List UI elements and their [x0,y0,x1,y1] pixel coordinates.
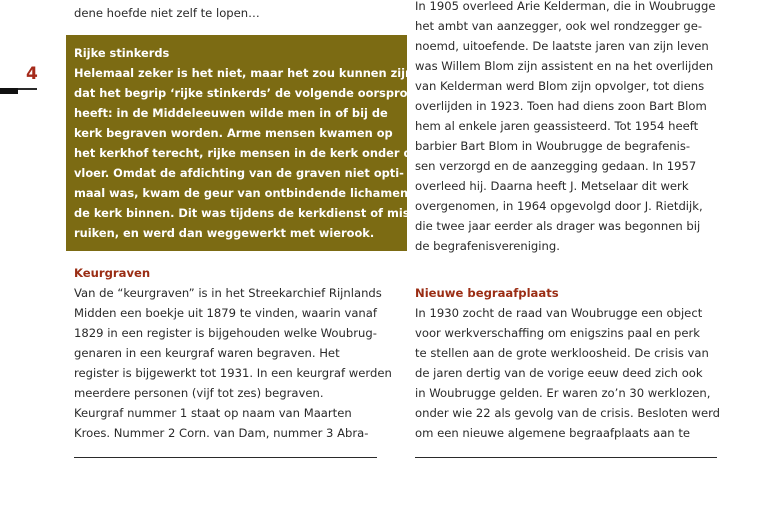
box-content [74,43,427,243]
body-line: In 1905 overleed Arie Kelderman, die in Woubrugge [415,0,716,13]
body-line: die twee jaar eerder als drager was begonnen bij [415,219,701,233]
box-line: vloer. Omdat de afdichting van de graven niet opti- [74,166,404,180]
body-line: in Woubrugge gelden. Er waren zo’n 30 werklozen, [415,386,711,400]
box-line: de kerk binnen. Dit was tijdens de kerkdienst of mis te [74,206,427,220]
body-line: sen verzorgd en de aanzegging gedaan. In 1957 [415,159,697,173]
body-line: Kroes. Nummer 2 Corn. van Dam, nummer 3 Abra- [74,426,369,440]
section-heading: Nieuwe begraafplaats [415,286,559,300]
right-footer-rule [415,457,717,458]
box-title: Rijke stinkerds [74,46,170,60]
body-line: het ambt van aanzegger, ook wel rondzegger ge- [415,19,703,33]
left-intro [74,3,384,23]
aanzegger-paragraph [415,0,720,256]
body-line: In 1930 zocht de raad van Woubrugge een object [415,306,703,320]
box-line: het kerkhof terecht, rijke mensen in de kerk onder de [74,146,420,160]
body-line: hem al enkele jaren geassisteerd. Tot 1954 heeft [415,119,699,133]
body-line: genaren in een keurgraf waren begraven. Het [74,346,340,360]
body-line: voor werkverschaffing om enigszins paal en perk [415,326,700,340]
body-line: was Willem Blom zijn assistent en na het overlijden [415,59,714,73]
body-line: de begrafenisvereniging. [415,239,560,253]
body-line: te stellen aan de grote werkloosheid. De crisis van [415,346,709,360]
section-heading: Keurgraven [74,266,151,280]
box-line: ruiken, en werd dan weggewerkt met wierook. [74,226,375,240]
body-line: onder wie 22 als gevolg van de crisis. Besloten werd [415,406,721,420]
body-line: Van de “keurgraven” is in het Streekarchief Rijnlands [74,286,382,300]
left-intro-line: dene hoefde niet zelf te lopen… [74,6,260,20]
left-footer-rule [74,457,377,458]
body-line: meerdere personen (vijf tot zes) begraven. [74,386,324,400]
rijke-stinkerds-box [66,35,427,251]
box-line: heeft: in de Middeleeuwen wilde men in of bij de [74,106,388,120]
body-line: om een nieuwe algemene begraafplaats aan te [415,426,691,440]
body-line: Midden een boekje uit 1879 te vinden, waarin vanaf [74,306,377,320]
body-line: overgenomen, in 1964 opgevolgd door J. Rietdijk, [415,199,703,213]
body-line: barbier Bart Blom in Woubrugge de begrafenis- [415,139,691,153]
body-line: van Kelderman werd Blom zijn opvolger, tot diens [415,79,705,93]
page-number-tab [0,88,18,94]
box-line: dat het begrip ‘rijke stinkerds’ de volgende oorsprong [74,86,424,100]
body-line: overlijden in 1923. Toen had diens zoon Bart Blom [415,99,707,113]
box-line: maal was, kwam de geur van ontbindende lichamen [74,186,409,200]
box-line: Helemaal zeker is het niet, maar het zou kunnen zijn [74,66,414,80]
nieuwe-begraafplaats-section [415,283,720,443]
body-line: overleed hij. Daarna heeft J. Metselaar dit werk [415,179,689,193]
box-line: kerk begraven worden. Arme mensen kwamen op [74,126,393,140]
body-line: noemd, uitoefende. De laatste jaren van zijn leven [415,39,709,53]
body-line: 1829 in een register is bijgehouden welke Woubrug- [74,326,377,340]
page-number: 4 [26,64,38,84]
keurgraven-section [74,263,392,443]
body-line: de jaren dertig van de vorige eeuw deed zich ook [415,366,703,380]
body-line: register is bijgewerkt tot 1931. In een keurgraf werden [74,366,392,380]
body-line: Keurgraf nummer 1 staat op naam van Maarten [74,406,352,420]
